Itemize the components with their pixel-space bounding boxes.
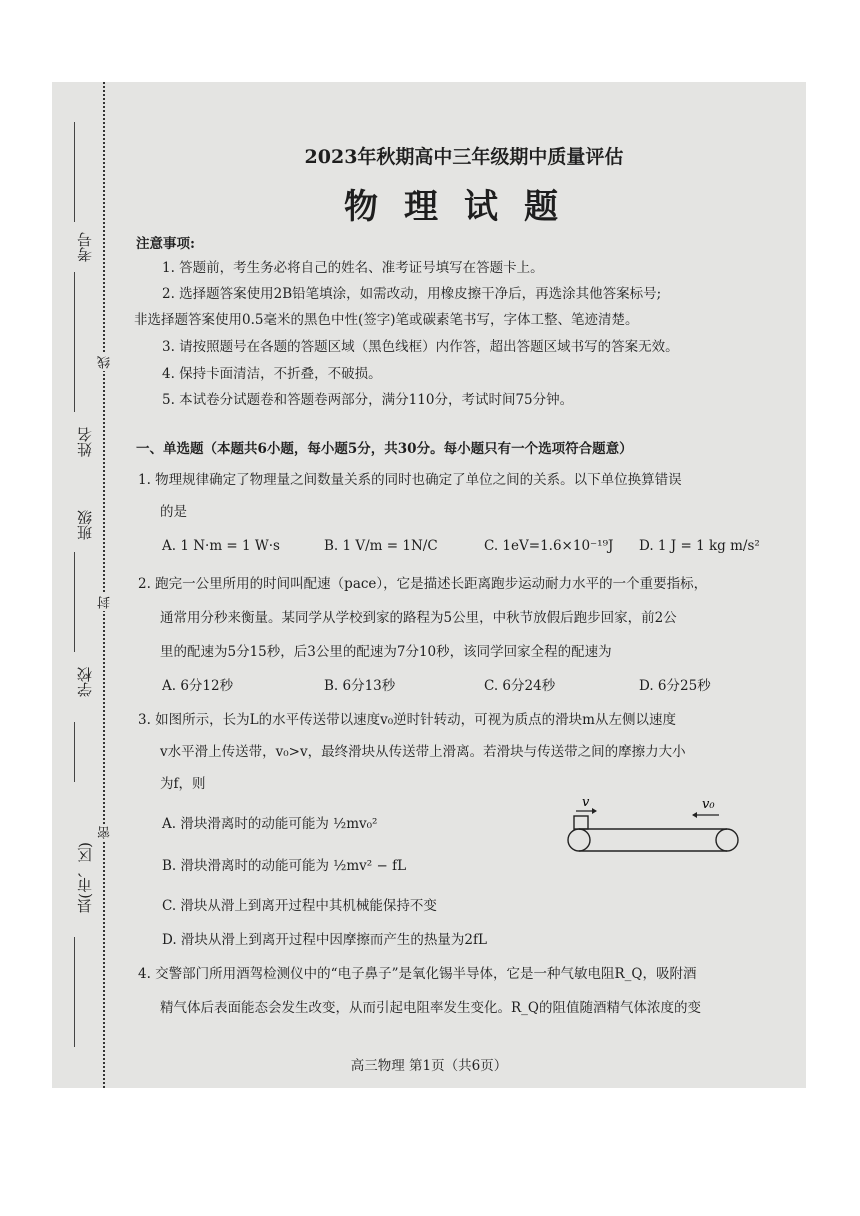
q2-stem: 里的配速为5分15秒，后3公里的配速为7分10秒，该同学回家全程的配速为 xyxy=(160,644,612,660)
seal-mark-secret: 密 xyxy=(98,826,113,839)
q2-option-d: D. 6分25秒 xyxy=(639,678,711,694)
conveyor-belt-figure xyxy=(562,794,742,858)
q3-option-b: B. 滑块滑离时的动能可能为 ½mv² − fL xyxy=(162,858,407,874)
q1-stem: 的是 xyxy=(160,504,187,520)
class-blank xyxy=(74,552,75,652)
q1-option-a: A. 1 N·m = 1 W·s xyxy=(162,538,280,554)
exam-title: 物理试题 xyxy=(344,187,584,227)
q2-stem: 2. 跑完一公里所用的时间叫配速（pace），它是描述长距离跑步运动耐力水平的一个重要指标， xyxy=(138,576,708,592)
note-item: 4. 保持卡面清洁，不折叠，不破损。 xyxy=(162,366,382,382)
exam-sheet xyxy=(52,82,806,1088)
note-item: 非选择题答案使用0.5毫米的黑色中性(签字)笔或碳素笔书写，字体工整、笔迹清楚。 xyxy=(134,312,639,328)
q2-option-c: C. 6分24秒 xyxy=(484,678,556,694)
fig-label-v0: v₀ xyxy=(702,797,715,812)
q1-option-c: C. 1eV=1.6×10⁻¹⁹J xyxy=(484,538,614,554)
note-item: 1. 答题前，考生务必将自己的姓名、准考证号填写在答题卡上。 xyxy=(162,260,544,276)
note-item: 2. 选择题答案使用2B铅笔填涂，如需改动，用橡皮擦干净后，再选涂其他答案标号; xyxy=(162,286,662,302)
name-blank xyxy=(74,272,75,412)
county-label: 县(市、区) xyxy=(76,842,94,914)
county-blank xyxy=(74,937,75,1047)
q3-stem: 为f，则 xyxy=(160,776,206,792)
exam-subtitle: 2023年秋期高中三年级期中质量评估 xyxy=(304,146,624,168)
q2-option-b: B. 6分13秒 xyxy=(324,678,396,694)
q3-stem: 3. 如图所示，长为L的水平传送带以速度v₀逆时针转动，可视为质点的滑块m从左侧以速度 xyxy=(138,712,676,728)
section-heading: 一、单选题（本题共6小题，每小题5分，共30分。每小题只有一个选项符合题意） xyxy=(136,441,633,457)
school-blank xyxy=(74,722,75,782)
page-footer: 高三物理 第1页（共6页） xyxy=(350,1058,508,1074)
note-item: 5. 本试卷分试题卷和答题卷两部分，满分110分，考试时间75分钟。 xyxy=(162,392,574,408)
q2-option-a: A. 6分12秒 xyxy=(162,678,234,694)
q3-option-c: C. 滑块从滑上到离开过程中其机械能保持不变 xyxy=(162,898,437,914)
q3-option-d: D. 滑块从滑上到离开过程中因摩擦而产生的热量为2fL xyxy=(162,932,487,948)
seal-dotted-line xyxy=(103,82,105,1088)
q4-stem: 精气体后表面能态会发生改变，从而引起电阻率发生变化。R_Q的阻值随酒精气体浓度的变 xyxy=(160,1000,701,1016)
q3-stem: v水平滑上传送带，v₀>v，最终滑块从传送带上滑离。若滑块与传送带之间的摩擦力大小 xyxy=(160,744,686,760)
seal-mark-line: 线 xyxy=(98,356,113,369)
fig-label-v: v xyxy=(582,795,590,810)
slider-block xyxy=(574,816,588,829)
q1-stem: 1. 物理规律确定了物理量之间数量关系的同时也确定了单位之间的关系。以下单位换算错误 xyxy=(138,472,682,488)
school-label: 学校 xyxy=(76,667,94,697)
seal-mark-seal: 封 xyxy=(98,596,113,609)
notes-heading: 注意事项: xyxy=(136,236,195,252)
q2-stem: 通常用分秒来衡量。某同学从学校到家的路程为5公里，中秋节放假后跑步回家，前2公 xyxy=(160,610,677,626)
note-item: 3. 请按照题号在各题的答题区域（黑色线框）内作答，超出答题区域书写的答案无效。 xyxy=(162,339,679,355)
q1-option-b: B. 1 V/m = 1N/C xyxy=(324,538,438,554)
left-pulley xyxy=(568,829,590,851)
class-label: 班级 xyxy=(76,510,94,540)
right-pulley xyxy=(716,829,738,851)
exam-no-blank xyxy=(74,122,75,222)
q4-stem: 4. 交警部门所用酒驾检测仪中的“电子鼻子”是氧化锡半导体，它是一种气敏电阻R_Q，吸附酒 xyxy=(138,966,697,982)
exam-no-label: 考号 xyxy=(76,232,94,262)
name-label: 姓名 xyxy=(76,427,94,457)
q3-option-a: A. 滑块滑离时的动能可能为 ½mv₀² xyxy=(162,816,378,832)
q1-option-d: D. 1 J = 1 kg m/s² xyxy=(639,538,760,554)
